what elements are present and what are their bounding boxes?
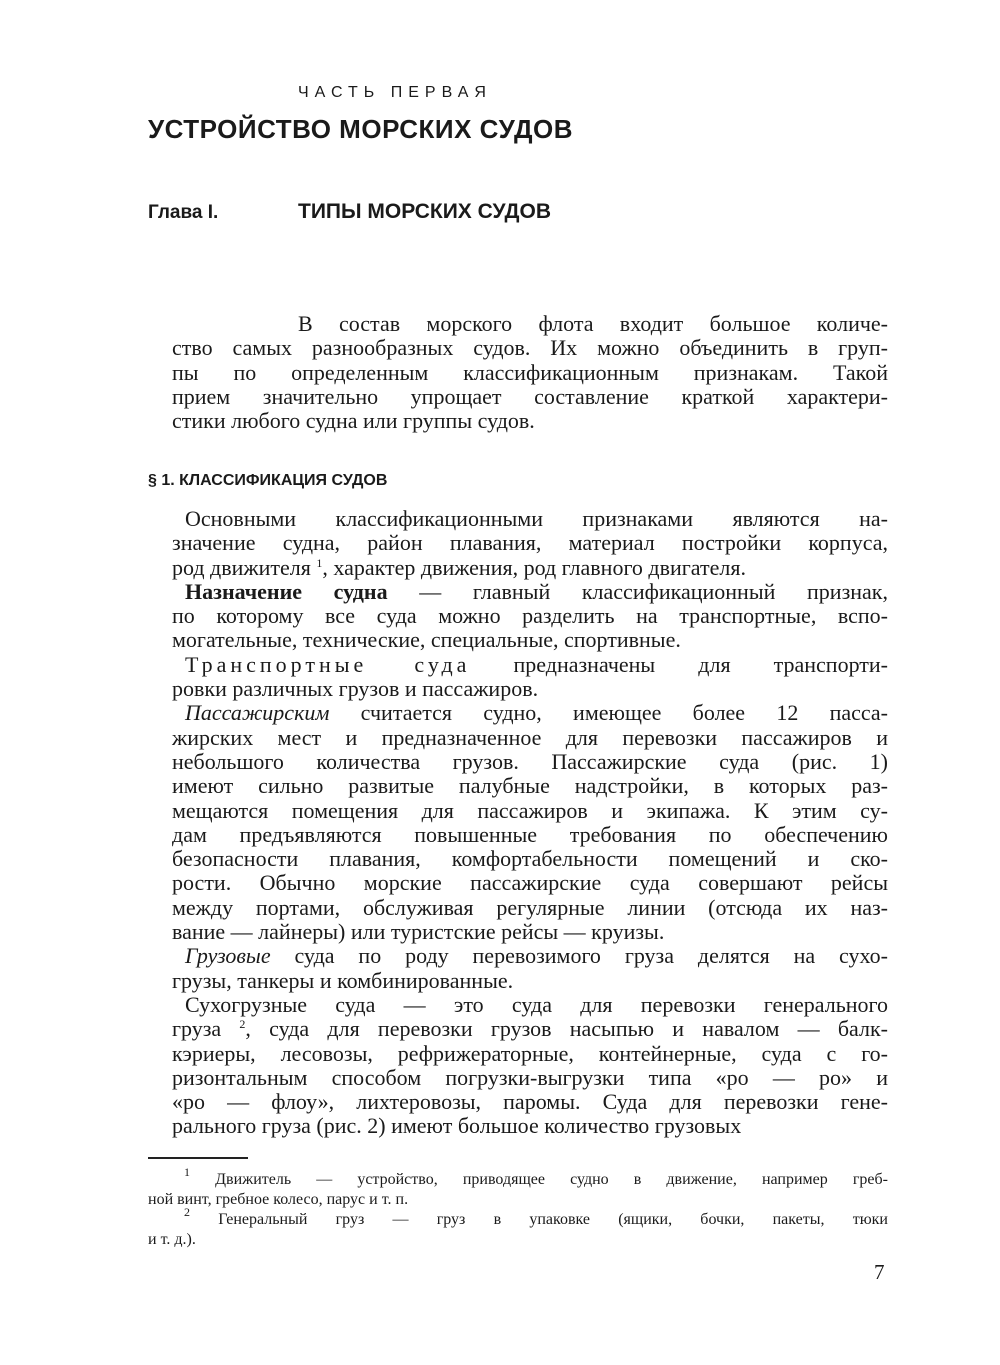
footnote-ref: 2 [184,1205,190,1219]
bold-term: Назначение судна [185,578,388,604]
text-line: В состав морского флота входит большое количе- [298,311,888,336]
text-line: Сухогрузные суда — это суда для перевозки генерального [185,991,888,1017]
text-line: род движителя $^1$, характер движения, род главного двигателя. [172,554,746,580]
text-line: небольшого количества грузов. Пассажирские суда (рис. 1) [172,748,888,774]
text-line: дам предъявляются повышенные требования по обеспечению [172,821,888,847]
text-line: ство самых разнообразных судов. Их можно объединить в груп- [172,335,888,361]
chapter-title: ТИПЫ МОРСКИХ СУДОВ [298,200,551,223]
footnote-ref: 1 [316,555,323,570]
text-line: $^2$ Генеральный груз — груз в упаковке (ящики, бочки, пакеты, тюки [184,1205,888,1228]
text-line: ровки различных грузов и пассажиров. [172,676,539,702]
text-line: кэриеры, лесовозы, рефрижераторные, контейнерные, суда с го- [172,1040,888,1066]
footnote-ref: 2 [239,1017,246,1032]
section-heading: § 1. КЛАССИФИКАЦИЯ СУДОВ [148,472,388,489]
text-line: Пассажирским считается судно, имеющее более 12 пасса- [185,700,888,726]
intro-paragraph [172,312,888,433]
part-label: ЧАСТЬ ПЕРВАЯ [298,84,492,101]
text-line: «ро — флоу», лихтеровозы, паромы. Суда для перевозки гене- [172,1089,888,1115]
text-line: Грузовые суда по роду перевозимого груза делятся на сухо- [185,943,888,969]
text-line: стики любого судна или группы судов. [172,408,535,434]
text-line: прием значительно упрощает составление краткой характери- [172,383,888,409]
text-line: Транспортные суда предназначены для транспорти- [185,651,888,677]
body-text [172,507,888,1139]
italic-term: Пассажирским [185,700,330,726]
text-line: имеют сильно развитые палубные надстройки, в которых раз- [172,773,888,799]
part-title: УСТРОЙСТВО МОРСКИХ СУДОВ [148,114,573,144]
text-line: груза $^2$, суда для перевозки грузов насыпью и навалом — балк- [172,1016,888,1042]
text-line: ризонтальным способом погрузки-выгрузки типа «ро — ро» и [172,1064,888,1090]
text-line: $^1$ Движитель — устройство, приводящее судно в движение, например греб- [184,1165,888,1188]
footnotes [148,1165,888,1250]
text-line: вание — лайнеры) или туристские рейсы — круизы. [172,919,665,945]
text-line: ной винт, гребное колесо, парус и т. п. [148,1191,409,1208]
text-line: безопасности плавания, комфортабельности помещений и ско- [172,846,888,872]
text-line: значение судна, район плавания, материал постройки корпуса, [172,530,888,556]
text-line: жирских мест и предназначенное для перевозки пассажиров и [172,724,888,750]
text-line: Основными классификационными признаками являются на- [185,506,888,531]
text-line: грузы, танкеры и комбинированные. [172,967,514,993]
text-line: рального груза (рис. 2) имеют большое количество грузовых [172,1113,742,1139]
text-line: рости. Обычно морские пассажирские суда совершают рейсы [172,870,888,896]
text-line: Назначение судна — главный классификационный признак, [185,578,888,604]
footnote-ref: 1 [184,1165,190,1179]
spaced-term: Транспортные суда [185,651,471,677]
italic-term: Грузовые [185,943,271,969]
page-number: 7 [874,1260,885,1284]
text-line: могательные, технические, специальные, спортивные. [172,627,681,653]
text-line: между портами, обслуживая регулярные линии (отсюда их наз- [172,894,888,920]
footnote-divider [148,1157,248,1159]
text-line: и т. д.). [148,1231,196,1248]
text-line: по которому все суда можно разделить на транспортные, вспо- [172,603,888,629]
chapter-label: Глава I. [148,202,219,223]
text-line: пы по определенным классификационным признакам. Такой [172,359,888,385]
text-line: мещаются помещения для пассажиров и экипажа. К этим су- [172,797,888,823]
